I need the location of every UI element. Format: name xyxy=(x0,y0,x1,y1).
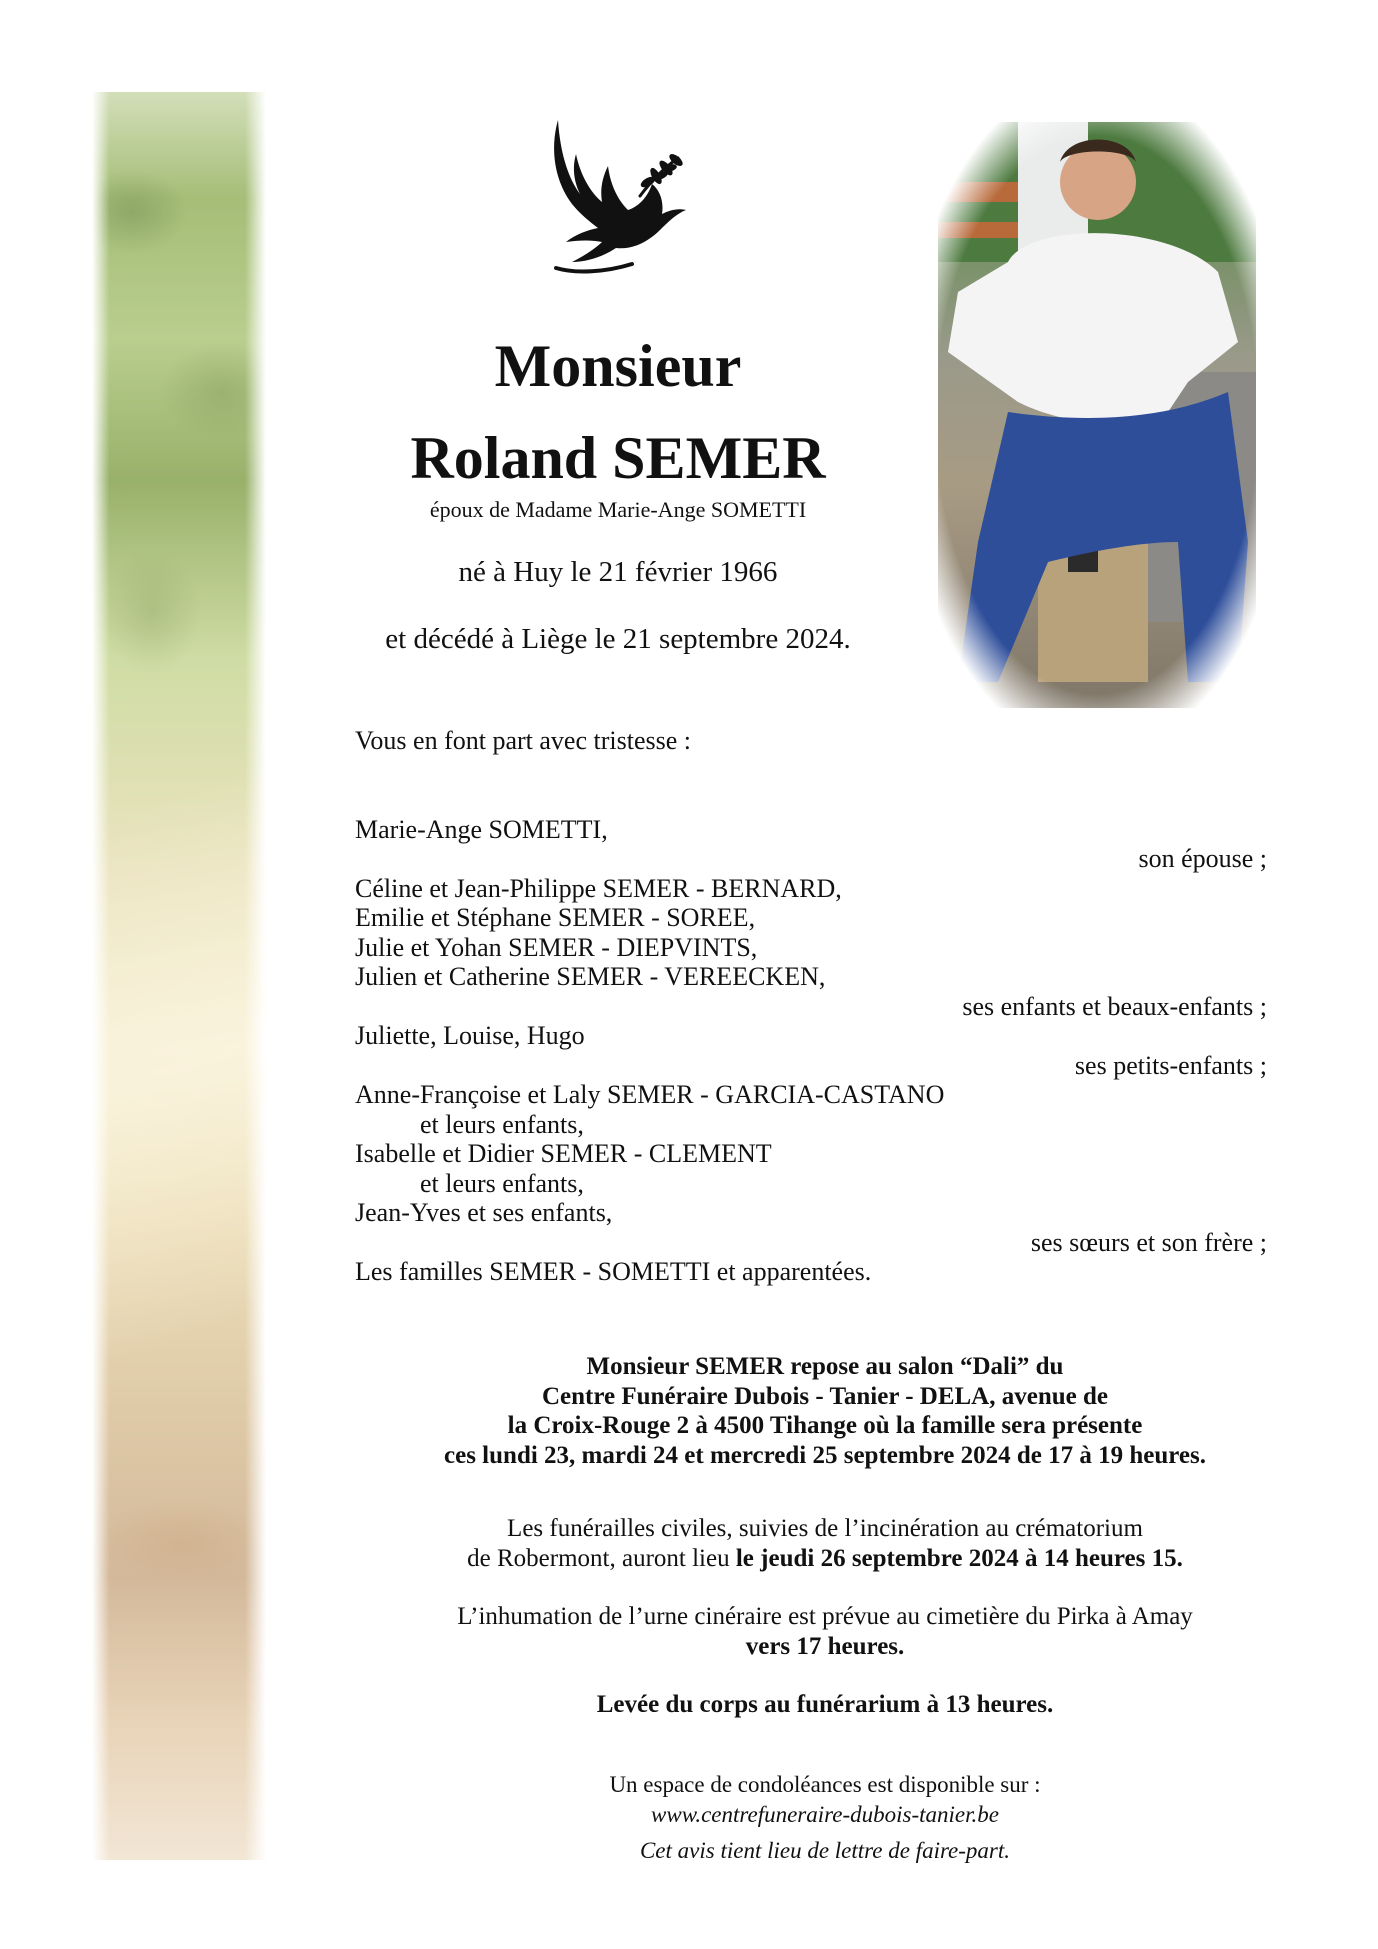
grandchildren-role: ses petits-enfants ; xyxy=(1074,1050,1267,1080)
forest-path-image xyxy=(92,92,266,1860)
birth-line: né à Huy le 21 février 1966 xyxy=(458,556,778,588)
child-entry: Julie et Yohan SEMER - DIEPVINTS, xyxy=(355,932,758,962)
spouse-role: son épouse ; xyxy=(1138,844,1267,873)
sibling-entry: Isabelle et Didier SEMER - CLEMENT xyxy=(355,1139,772,1168)
visitation-line: ces lundi 23, mardi 24 et mercredi 25 septembre 2024 de 17 à 19 heures. xyxy=(444,1441,1206,1469)
child-entry: Emilie et Stéphane SEMER - SOREE, xyxy=(355,903,756,932)
burial-block xyxy=(330,1602,1320,1661)
spouse-name: Marie-Ange SOMETTI, xyxy=(355,814,608,844)
levee-block xyxy=(330,1690,1320,1720)
children-role: ses enfants et beaux-enfants ; xyxy=(962,991,1267,1021)
visitation-line: Monsieur SEMER repose au salon “Dali” du xyxy=(586,1353,1064,1380)
family-intro: Vous en font part avec tristesse : xyxy=(355,726,691,755)
deceased-name: Roland SEMER xyxy=(410,425,826,491)
title-monsieur: Monsieur xyxy=(494,333,742,399)
levee-line: Levée du corps au funérarium à 13 heures. xyxy=(596,1691,1054,1718)
portrait-photo xyxy=(938,122,1256,708)
footer xyxy=(330,1770,1320,1866)
burial-line: L’inhumation de l’urne cinéraire est prévue au cimetière du Pirka à Amay xyxy=(457,1603,1193,1630)
sibling-entry: Jean-Yves et ses enfants, xyxy=(355,1198,613,1227)
child-entry: Céline et Jean-Philippe SEMER - BERNARD, xyxy=(355,873,842,903)
sibling-extra: et leurs enfants, xyxy=(420,1168,584,1198)
visitation-block xyxy=(330,1352,1320,1470)
condolences-text: Un espace de condoléances est disponible sur : xyxy=(609,1772,1041,1797)
sibling-extra: et leurs enfants, xyxy=(420,1109,584,1139)
spouse-subtitle: époux de Madame Marie-Ange SOMETTI xyxy=(429,497,807,522)
notice-text: Cet avis tient lieu de lettre de faire-part. xyxy=(639,1838,1011,1863)
visitation-line: Centre Funéraire Dubois - Tanier - DELA, avenue de xyxy=(542,1382,1108,1410)
funeral-date: le jeudi 26 septembre 2024 à 14 heures 15. xyxy=(735,1544,1183,1572)
dove-icon xyxy=(536,118,692,288)
sibling-entry: Anne-Françoise et Laly SEMER - GARCIA-CASTANO xyxy=(355,1080,945,1109)
funeral-place: de Robermont, auront lieu xyxy=(467,1544,736,1572)
extended-families: Les familles SEMER - SOMETTI et apparentées. xyxy=(355,1257,872,1286)
death-line: et décédé à Liège le 21 septembre 2024. xyxy=(385,623,851,655)
visitation-line: la Croix-Rouge 2 à 4500 Tihange où la famille sera présente xyxy=(507,1412,1143,1439)
funeral-block xyxy=(330,1514,1320,1573)
condolences-link[interactable]: www.centrefuneraire-dubois-tanier.be xyxy=(651,1802,999,1827)
funeral-line: Les funérailles civiles, suivies de l’incinération au crématorium xyxy=(507,1515,1143,1542)
family-list xyxy=(355,726,1267,1287)
siblings-role: ses sœurs et son frère ; xyxy=(1030,1227,1267,1257)
grandchildren-names: Juliette, Louise, Hugo xyxy=(355,1021,585,1050)
child-entry: Julien et Catherine SEMER - VEREECKEN, xyxy=(355,962,826,991)
funeral-line-2 xyxy=(330,1544,1320,1574)
burial-time: vers 17 heures. xyxy=(745,1632,905,1660)
